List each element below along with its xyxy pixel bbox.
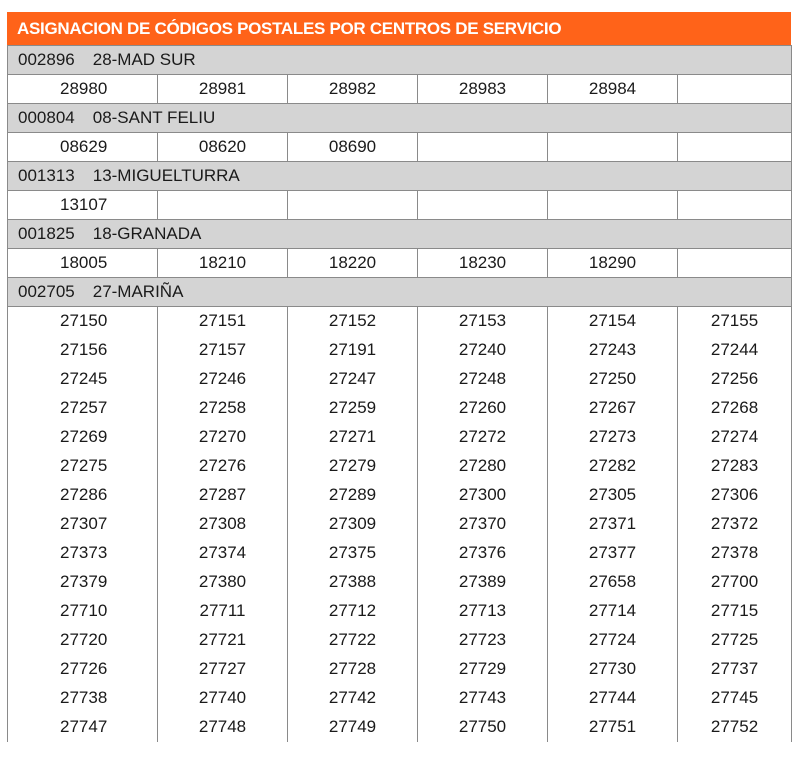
postal-code-cell: 27287: [158, 481, 288, 510]
service-center-name: 18-GRANADA: [92, 224, 202, 243]
postal-code-cell: [548, 133, 678, 162]
service-center-id: 001825: [18, 224, 75, 243]
service-center-row: [8, 220, 792, 249]
postal-code-cell: 27260: [418, 394, 548, 423]
service-center-row: [8, 162, 792, 191]
service-center-header: [8, 104, 792, 133]
postal-code-cell: 27720: [8, 626, 158, 655]
postal-code-cell: 27749: [288, 713, 418, 742]
postal-code-cell: 27153: [418, 307, 548, 336]
service-center-name: 08-SANT FELIU: [92, 108, 216, 127]
postal-code-cell: 27244: [678, 336, 792, 365]
postal-code-cell: 27738: [8, 684, 158, 713]
postal-code-cell: 27370: [418, 510, 548, 539]
postal-code-cell: 18220: [288, 249, 418, 278]
postal-code-cell: 28983: [418, 75, 548, 104]
postal-code-cell: 27271: [288, 423, 418, 452]
postal-code-cell: 27156: [8, 336, 158, 365]
postal-code-cell: 27737: [678, 655, 792, 684]
postal-code-cell: 27658: [548, 568, 678, 597]
service-center-row: [8, 104, 792, 133]
postal-code-cell: 18210: [158, 249, 288, 278]
postal-code-cell: 28980: [8, 75, 158, 104]
postal-code-cell: 27154: [548, 307, 678, 336]
postal-code-cell: 27259: [288, 394, 418, 423]
postal-code-row: [8, 133, 792, 162]
postal-code-row: [8, 684, 792, 713]
postal-code-row: [8, 510, 792, 539]
postal-code-cell: 28984: [548, 75, 678, 104]
postal-code-cell: 27305: [548, 481, 678, 510]
postal-code-cell: 27726: [8, 655, 158, 684]
postal-code-sheet: [7, 12, 791, 742]
service-center-id: 000804: [18, 108, 75, 127]
postal-code-row: [8, 394, 792, 423]
postal-code-cell: 27375: [288, 539, 418, 568]
postal-code-cell: 27289: [288, 481, 418, 510]
postal-code-cell: 27280: [418, 452, 548, 481]
postal-code-cell: 08629: [8, 133, 158, 162]
postal-code-row: [8, 307, 792, 336]
postal-code-cell: 27377: [548, 539, 678, 568]
postal-code-cell: 27273: [548, 423, 678, 452]
postal-code-cell: 27191: [288, 336, 418, 365]
postal-code-cell: 27372: [678, 510, 792, 539]
postal-code-cell: 27150: [8, 307, 158, 336]
postal-code-cell: 27268: [678, 394, 792, 423]
postal-code-cell: 27371: [548, 510, 678, 539]
service-center-id: 001313: [18, 166, 75, 185]
postal-code-row: [8, 423, 792, 452]
postal-code-cell: 27246: [158, 365, 288, 394]
postal-code-cell: 27157: [158, 336, 288, 365]
postal-code-cell: 27700: [678, 568, 792, 597]
postal-code-row: [8, 191, 792, 220]
postal-code-cell: 27725: [678, 626, 792, 655]
postal-code-row: [8, 75, 792, 104]
postal-code-cell: 27710: [8, 597, 158, 626]
postal-code-cell: 27714: [548, 597, 678, 626]
postal-code-cell: 18005: [8, 249, 158, 278]
postal-code-cell: 27750: [418, 713, 548, 742]
postal-code-cell: 27751: [548, 713, 678, 742]
postal-code-cell: 27740: [158, 684, 288, 713]
postal-code-cell: 27376: [418, 539, 548, 568]
postal-code-cell: 27745: [678, 684, 792, 713]
postal-code-cell: [678, 75, 792, 104]
postal-code-cell: 27711: [158, 597, 288, 626]
service-center-name: 28-MAD SUR: [92, 50, 196, 69]
service-center-id: 002705: [18, 282, 75, 301]
postal-code-cell: 27247: [288, 365, 418, 394]
postal-code-cell: [678, 191, 792, 220]
postal-code-cell: 27250: [548, 365, 678, 394]
postal-code-cell: 27744: [548, 684, 678, 713]
service-center-header: [8, 162, 792, 191]
postal-code-cell: 08690: [288, 133, 418, 162]
postal-code-cell: 18230: [418, 249, 548, 278]
postal-code-table-body: [8, 46, 792, 742]
postal-code-cell: 18290: [548, 249, 678, 278]
postal-code-cell: 27152: [288, 307, 418, 336]
postal-code-cell: 27721: [158, 626, 288, 655]
postal-code-cell: 27308: [158, 510, 288, 539]
postal-code-cell: 27256: [678, 365, 792, 394]
postal-code-cell: 27742: [288, 684, 418, 713]
postal-code-row: [8, 568, 792, 597]
postal-code-cell: [678, 249, 792, 278]
service-center-header: [8, 220, 792, 249]
postal-code-cell: [288, 191, 418, 220]
postal-code-cell: 27374: [158, 539, 288, 568]
postal-code-cell: 27275: [8, 452, 158, 481]
postal-code-cell: 27373: [8, 539, 158, 568]
service-center-name: 13-MIGUELTURRA: [92, 166, 240, 185]
postal-code-cell: 27743: [418, 684, 548, 713]
postal-code-cell: 27270: [158, 423, 288, 452]
sheet-title: ASIGNACION DE CÓDIGOS POSTALES POR CENTROS DE SERVICIO: [7, 12, 791, 45]
postal-code-cell: [418, 133, 548, 162]
postal-code-cell: 27306: [678, 481, 792, 510]
postal-code-row: [8, 336, 792, 365]
postal-code-cell: 27388: [288, 568, 418, 597]
postal-code-row: [8, 626, 792, 655]
postal-code-cell: 27248: [418, 365, 548, 394]
postal-code-cell: 27748: [158, 713, 288, 742]
postal-code-table: [7, 45, 792, 742]
postal-code-cell: 27282: [548, 452, 678, 481]
postal-code-cell: [418, 191, 548, 220]
postal-code-cell: 13107: [8, 191, 158, 220]
postal-code-row: [8, 481, 792, 510]
postal-code-cell: [158, 191, 288, 220]
postal-code-cell: 27378: [678, 539, 792, 568]
postal-code-cell: 27712: [288, 597, 418, 626]
postal-code-cell: 27724: [548, 626, 678, 655]
postal-code-cell: 27747: [8, 713, 158, 742]
postal-code-row: [8, 655, 792, 684]
postal-code-cell: 27728: [288, 655, 418, 684]
postal-code-cell: 27267: [548, 394, 678, 423]
postal-code-cell: 27276: [158, 452, 288, 481]
service-center-header: [8, 278, 792, 307]
postal-code-cell: 28981: [158, 75, 288, 104]
postal-code-cell: 27300: [418, 481, 548, 510]
service-center-id: 002896: [18, 50, 75, 69]
postal-code-cell: 27307: [8, 510, 158, 539]
postal-code-row: [8, 539, 792, 568]
postal-code-cell: 08620: [158, 133, 288, 162]
postal-code-cell: 27715: [678, 597, 792, 626]
postal-code-cell: 27155: [678, 307, 792, 336]
postal-code-cell: 27274: [678, 423, 792, 452]
postal-code-cell: 27272: [418, 423, 548, 452]
postal-code-cell: 27243: [548, 336, 678, 365]
postal-code-cell: 27283: [678, 452, 792, 481]
postal-code-row: [8, 597, 792, 626]
postal-code-cell: 27722: [288, 626, 418, 655]
postal-code-cell: 27727: [158, 655, 288, 684]
postal-code-cell: 27380: [158, 568, 288, 597]
postal-code-cell: [548, 191, 678, 220]
postal-code-cell: 27752: [678, 713, 792, 742]
postal-code-cell: 27379: [8, 568, 158, 597]
postal-code-row: [8, 249, 792, 278]
postal-code-cell: 27713: [418, 597, 548, 626]
service-center-name: 27-MARIÑA: [92, 282, 184, 301]
postal-code-row: [8, 365, 792, 394]
postal-code-cell: [678, 133, 792, 162]
postal-code-cell: 27151: [158, 307, 288, 336]
postal-code-cell: 27245: [8, 365, 158, 394]
postal-code-row: [8, 713, 792, 742]
postal-code-cell: 27723: [418, 626, 548, 655]
postal-code-cell: 27730: [548, 655, 678, 684]
postal-code-cell: 27279: [288, 452, 418, 481]
postal-code-cell: 28982: [288, 75, 418, 104]
postal-code-cell: 27286: [8, 481, 158, 510]
postal-code-cell: 27729: [418, 655, 548, 684]
postal-code-cell: 27389: [418, 568, 548, 597]
postal-code-cell: 27269: [8, 423, 158, 452]
service-center-header: [8, 46, 792, 75]
postal-code-cell: 27257: [8, 394, 158, 423]
postal-code-cell: 27240: [418, 336, 548, 365]
service-center-row: [8, 278, 792, 307]
postal-code-row: [8, 452, 792, 481]
postal-code-cell: 27309: [288, 510, 418, 539]
postal-code-cell: 27258: [158, 394, 288, 423]
service-center-row: [8, 46, 792, 75]
